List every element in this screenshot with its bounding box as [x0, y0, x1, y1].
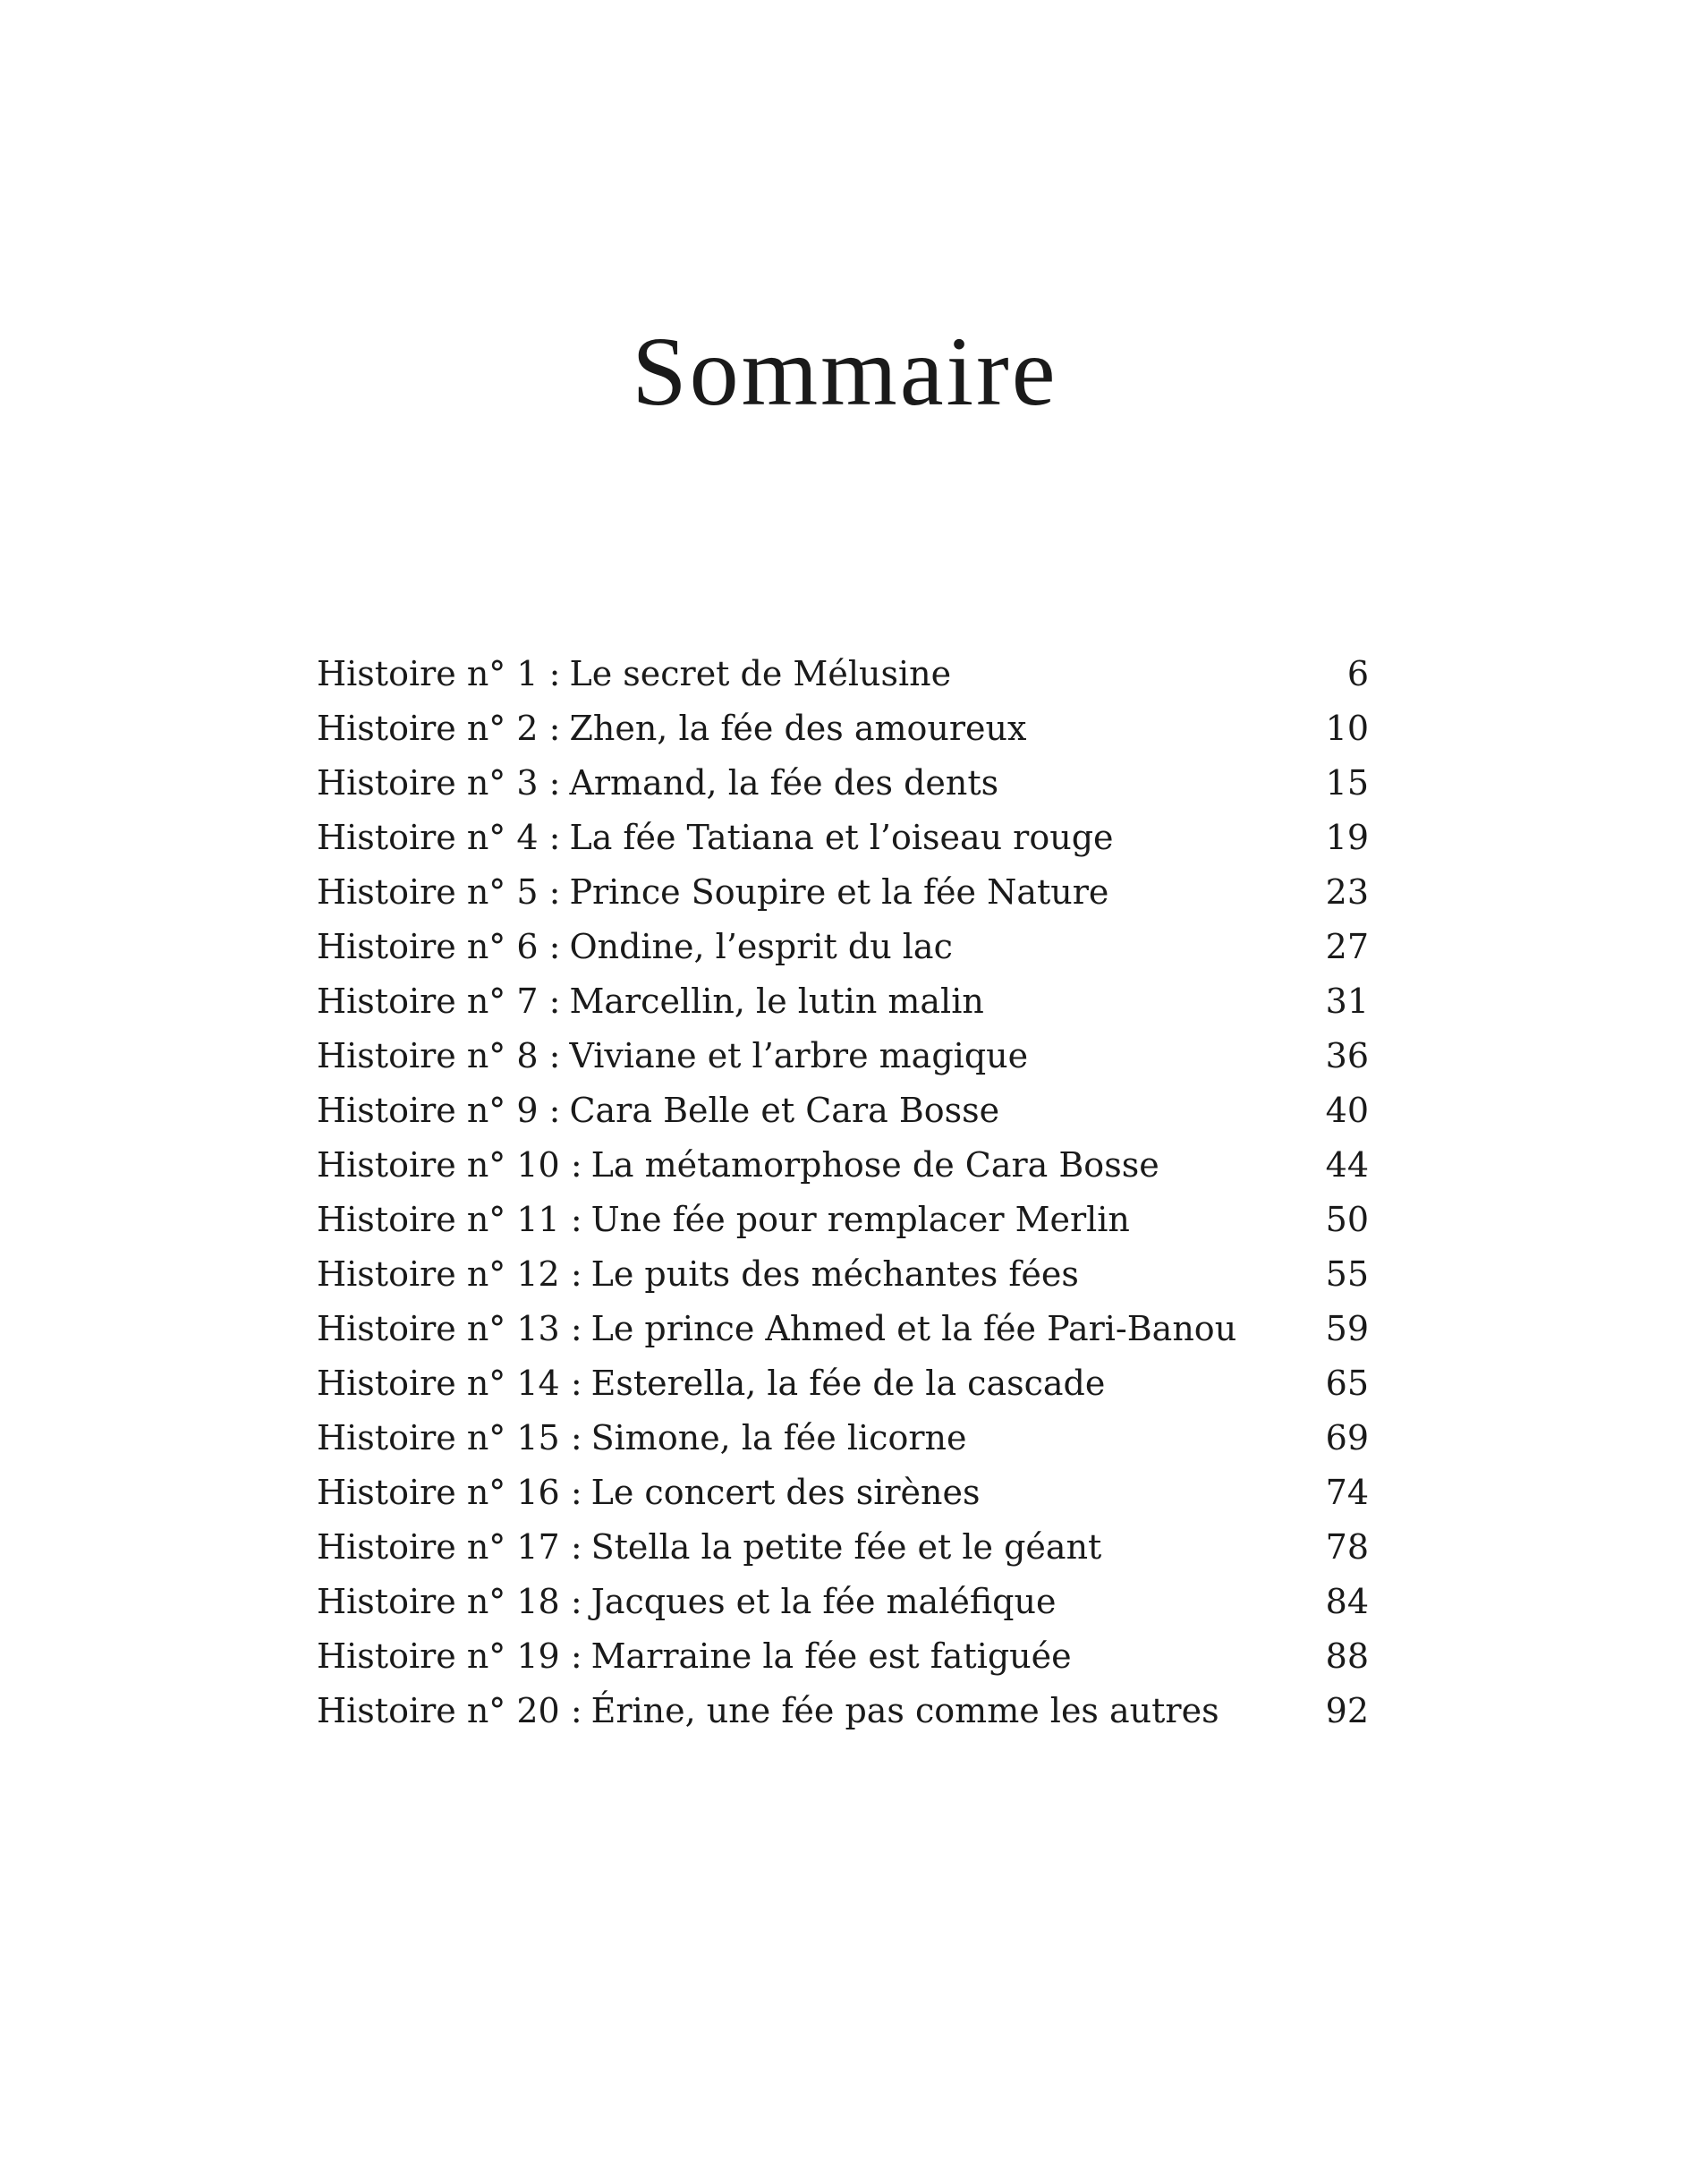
toc-entry [317, 1628, 1369, 1683]
table-of-contents [317, 646, 1369, 1738]
toc-entry-label [317, 1090, 1000, 1130]
toc-entry-page: 23 [1325, 871, 1369, 912]
toc-entry-number: Histoire n° 10 : [317, 1144, 582, 1185]
toc-entry-title: Marcellin, le lutin malin [569, 981, 984, 1021]
toc-entry-page: 40 [1325, 1090, 1369, 1130]
toc-entry-label [317, 1199, 1130, 1239]
toc-entry-number: Histoire n° 7 : [317, 981, 561, 1021]
toc-entry [317, 1410, 1369, 1465]
toc-entry-label [317, 1526, 1102, 1567]
toc-entry [317, 1192, 1369, 1246]
toc-entry-page: 74 [1325, 1472, 1369, 1512]
toc-entry-label [317, 1472, 981, 1512]
toc-entry-page: 19 [1325, 817, 1369, 857]
toc-entry-page: 44 [1325, 1144, 1369, 1185]
toc-entry-title: Prince Soupire et la fée Nature [569, 871, 1109, 912]
toc-entry-page: 10 [1325, 708, 1369, 748]
toc-entry-page: 31 [1325, 981, 1369, 1021]
toc-entry-number: Histoire n° 9 : [317, 1090, 561, 1130]
toc-entry-label [317, 1636, 1072, 1676]
toc-entry-page: 50 [1325, 1199, 1369, 1239]
toc-entry [317, 864, 1369, 919]
toc-entry-page: 27 [1325, 926, 1369, 966]
toc-entry [317, 1028, 1369, 1083]
toc-entry [317, 1355, 1369, 1410]
toc-entry-label [317, 1363, 1106, 1403]
toc-entry-title: Esterella, la fée de la cascade [590, 1363, 1106, 1403]
toc-entry-label [317, 762, 999, 803]
toc-entry-title: Stella la petite fée et le géant [590, 1526, 1102, 1567]
toc-entry-number: Histoire n° 6 : [317, 926, 561, 966]
toc-entry-title: Marraine la fée est fatiguée [590, 1636, 1072, 1676]
toc-entry-page: 59 [1325, 1308, 1369, 1348]
toc-entry-number: Histoire n° 11 : [317, 1199, 582, 1239]
toc-entry [317, 1574, 1369, 1628]
toc-entry-number: Histoire n° 15 : [317, 1417, 582, 1457]
toc-entry-label [317, 1253, 1079, 1294]
toc-entry-label [317, 1690, 1219, 1730]
toc-entry-page: 84 [1325, 1581, 1369, 1621]
toc-entry-number: Histoire n° 20 : [317, 1690, 582, 1730]
toc-entry [317, 1137, 1369, 1192]
toc-entry-title: La métamorphose de Cara Bosse [590, 1144, 1159, 1185]
toc-entry-number: Histoire n° 8 : [317, 1035, 561, 1075]
toc-entry-number: Histoire n° 16 : [317, 1472, 582, 1512]
toc-entry-label [317, 817, 1114, 857]
toc-entry-number: Histoire n° 13 : [317, 1308, 582, 1348]
toc-entry [317, 1683, 1369, 1738]
toc-entry-title: Le secret de Mélusine [569, 653, 952, 693]
toc-entry [317, 646, 1369, 701]
toc-entry-label [317, 1417, 967, 1457]
toc-entry-page: 6 [1346, 653, 1369, 693]
toc-entry [317, 1246, 1369, 1301]
toc-entry-title: Ondine, l’esprit du lac [569, 926, 953, 966]
toc-entry-number: Histoire n° 18 : [317, 1581, 582, 1621]
toc-entry-number: Histoire n° 14 : [317, 1363, 582, 1403]
toc-entry-label [317, 1308, 1237, 1348]
toc-entry-title: La fée Tatiana et l’oiseau rouge [569, 817, 1114, 857]
toc-entry-number: Histoire n° 12 : [317, 1253, 582, 1294]
toc-entry-title: Simone, la fée licorne [590, 1417, 967, 1457]
toc-entry [317, 919, 1369, 973]
toc-entry-title: Le puits des méchantes fées [590, 1253, 1079, 1294]
toc-entry-title: Cara Belle et Cara Bosse [569, 1090, 1000, 1130]
toc-entry-title: Le prince Ahmed et la fée Pari-Banou [590, 1308, 1237, 1348]
toc-entry-page: 15 [1325, 762, 1369, 803]
toc-entry-page: 55 [1325, 1253, 1369, 1294]
toc-entry-title: Jacques et la fée maléfique [590, 1581, 1057, 1621]
toc-entry-title: Le concert des sirènes [590, 1472, 981, 1512]
toc-entry [317, 973, 1369, 1028]
toc-entry-number: Histoire n° 1 : [317, 653, 561, 693]
toc-entry [317, 1465, 1369, 1519]
toc-entry-number: Histoire n° 4 : [317, 817, 561, 857]
toc-entry [317, 755, 1369, 810]
toc-entry-title: Zhen, la fée des amoureux [569, 708, 1027, 748]
toc-entry-page: 88 [1325, 1636, 1369, 1676]
toc-entry [317, 810, 1369, 864]
toc-entry-page: 78 [1325, 1526, 1369, 1567]
toc-entry [317, 1301, 1369, 1355]
toc-entry [317, 1519, 1369, 1574]
toc-entry-number: Histoire n° 5 : [317, 871, 561, 912]
toc-entry-label [317, 981, 984, 1021]
toc-entry-number: Histoire n° 3 : [317, 762, 561, 803]
toc-entry-label [317, 1035, 1029, 1075]
toc-entry-label [317, 926, 953, 966]
toc-entry-label [317, 871, 1109, 912]
toc-entry-label [317, 653, 952, 693]
page-title: Sommaire [632, 317, 1058, 426]
toc-entry-title: Érine, une fée pas comme les autres [590, 1690, 1219, 1730]
toc-entry-label [317, 1581, 1057, 1621]
toc-entry-number: Histoire n° 2 : [317, 708, 561, 748]
toc-entry-title: Viviane et l’arbre magique [569, 1035, 1029, 1075]
toc-entry-number: Histoire n° 19 : [317, 1636, 582, 1676]
toc-entry-number: Histoire n° 17 : [317, 1526, 582, 1567]
toc-entry [317, 1083, 1369, 1137]
toc-entry-label [317, 708, 1027, 748]
toc-entry-page: 36 [1325, 1035, 1369, 1075]
toc-entry [317, 701, 1369, 755]
toc-entry-title: Une fée pour remplacer Merlin [590, 1199, 1130, 1239]
toc-entry-title: Armand, la fée des dents [569, 762, 999, 803]
toc-entry-page: 69 [1325, 1417, 1369, 1457]
toc-entry-label [317, 1144, 1159, 1185]
toc-entry-page: 65 [1325, 1363, 1369, 1403]
toc-entry-page: 92 [1325, 1690, 1369, 1730]
